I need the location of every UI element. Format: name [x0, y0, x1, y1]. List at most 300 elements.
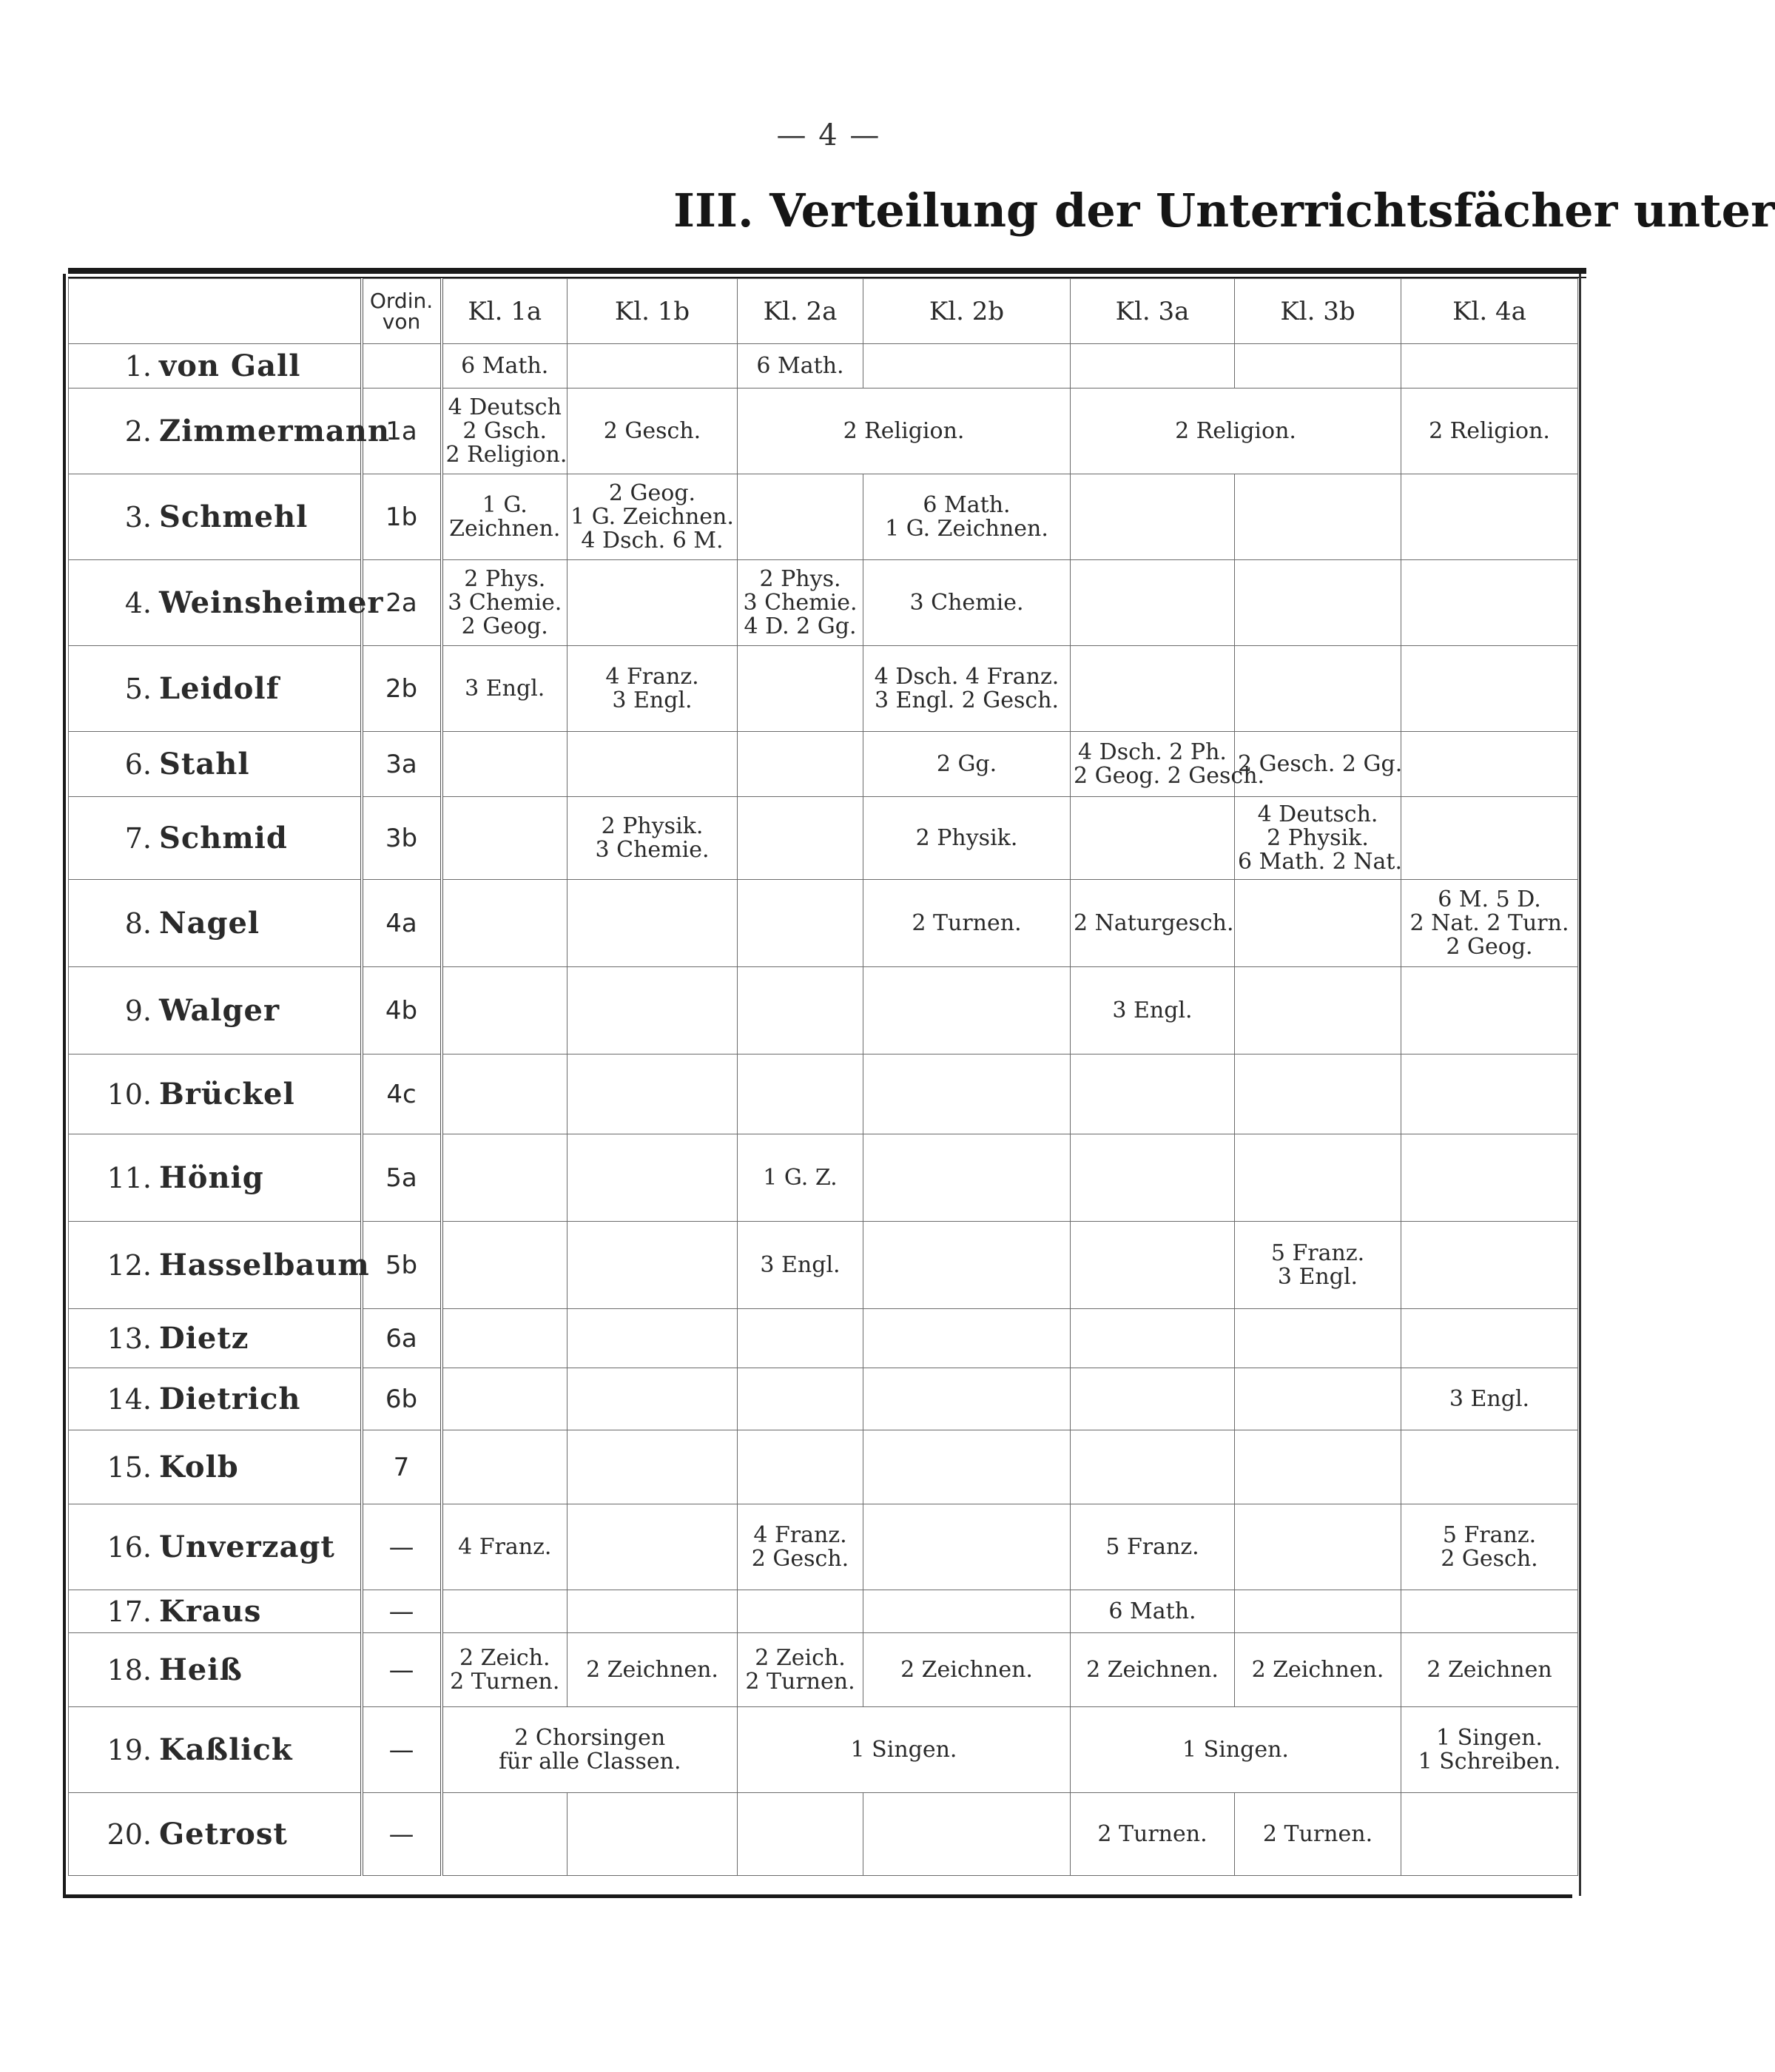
- ordinarius-cell: [362, 880, 442, 967]
- subject-cell: [1071, 1793, 1235, 1876]
- cell-text: 4 Dsch. 4 Franz.: [874, 663, 1060, 690]
- teacher-name-cell: [69, 1054, 362, 1134]
- table-row: [69, 1222, 1578, 1309]
- cell-text: 4 Deutsch: [448, 394, 562, 420]
- cell-text: 6 Math.: [756, 352, 844, 379]
- cell-text: 2 Zeichnen.: [586, 1656, 718, 1683]
- cell-text: Ordin.: [369, 288, 434, 313]
- cell-text: von: [382, 309, 421, 334]
- cell-text: 1 Singen.: [1436, 1724, 1543, 1751]
- subject-cell: [567, 1793, 738, 1876]
- subject-cell: [1071, 344, 1235, 388]
- subject-cell: [1401, 560, 1578, 646]
- teacher-name: Heiß: [159, 1652, 243, 1687]
- teacher-name-cell: [69, 1590, 362, 1633]
- subject-cell: [863, 1368, 1071, 1430]
- teacher-name-cell: [69, 646, 362, 732]
- teacher-name: Hasselbaum: [159, 1247, 370, 1282]
- subject-cell: [442, 344, 567, 388]
- table-row: [69, 1134, 1578, 1222]
- cell-text: Kl. 1b: [614, 296, 690, 326]
- table-row: [69, 797, 1578, 880]
- subject-cell: [1071, 880, 1235, 967]
- ordinarius-cell: [362, 1309, 442, 1368]
- teacher-name: Kaßlick: [159, 1732, 293, 1767]
- subject-cell: [442, 1430, 567, 1504]
- teacher-name: Stahl: [159, 746, 250, 781]
- subject-cell: [1071, 1222, 1235, 1309]
- table-row: [69, 1633, 1578, 1707]
- subject-cell: [863, 1054, 1071, 1134]
- cell-text: 4b: [385, 995, 418, 1026]
- ordinarius-cell: [362, 1430, 442, 1504]
- subject-cell: [863, 1793, 1071, 1876]
- subject-cell: [1401, 797, 1578, 880]
- subject-cell: [567, 1430, 738, 1504]
- table-row: [69, 880, 1578, 967]
- row-number: 15.: [107, 1450, 152, 1484]
- subject-cell: [1401, 1793, 1578, 1876]
- cell-text: 2 Gsch.: [462, 417, 548, 444]
- subject-cell: [567, 880, 738, 967]
- cell-text: 2 Zeichnen: [1427, 1656, 1552, 1683]
- cell-text: 6b: [385, 1384, 418, 1414]
- subject-cell: [863, 474, 1071, 560]
- header-class-1: [567, 279, 738, 344]
- subject-cell: [863, 1134, 1071, 1222]
- ordinarius-cell: [362, 474, 442, 560]
- subject-cell-span: [1071, 388, 1401, 474]
- cell-text: 1b: [385, 502, 418, 532]
- cell-text: 2 Phys.: [464, 565, 546, 592]
- subject-cell: [442, 646, 567, 732]
- cell-text: 2 Turnen.: [745, 1668, 855, 1695]
- subject-cell: [863, 967, 1071, 1054]
- subject-cell: [863, 1504, 1071, 1590]
- subject-cell: [738, 1368, 863, 1430]
- header-class-6: [1401, 279, 1578, 344]
- subject-cell: [442, 1222, 567, 1309]
- subject-cell: [567, 1309, 738, 1368]
- subject-cell: [567, 344, 738, 388]
- teacher-name-cell: [69, 1134, 362, 1222]
- header-class-5: [1235, 279, 1401, 344]
- subject-cell: [442, 880, 567, 967]
- subject-cell: [567, 1504, 738, 1590]
- subject-cell: [567, 967, 738, 1054]
- subject-cell: [1071, 732, 1265, 797]
- table-row: [69, 344, 1578, 388]
- subject-cell: [738, 1309, 863, 1368]
- subject-cell: [567, 1633, 738, 1707]
- cell-text: für alle Classen.: [498, 1748, 681, 1775]
- cell-text: 5b: [385, 1250, 418, 1280]
- subject-cell: [1235, 474, 1401, 560]
- subject-cell: [1401, 388, 1578, 474]
- subject-cell: [738, 1590, 863, 1633]
- cell-text: 6 Math.: [1108, 1598, 1196, 1624]
- left-rule: [63, 274, 66, 1896]
- header-class-4: [1071, 279, 1235, 344]
- teacher-name: Walger: [159, 992, 280, 1028]
- row-number: 3.: [124, 500, 152, 534]
- row-number: 14.: [107, 1382, 152, 1416]
- subject-cell: [442, 797, 567, 880]
- cell-text: Kl. 3b: [1280, 296, 1355, 326]
- subject-cell: [863, 797, 1071, 880]
- ordinarius-cell: [362, 1368, 442, 1430]
- cell-text: 5 Franz.: [1442, 1521, 1537, 1548]
- bottom-rule: [63, 1894, 1572, 1898]
- subject-cell: [863, 1309, 1071, 1368]
- teacher-name: Schmehl: [159, 499, 309, 534]
- cell-text: —: [388, 1596, 414, 1627]
- row-number: 16.: [107, 1530, 152, 1564]
- subject-cell: [738, 646, 863, 732]
- subject-cell: [1401, 344, 1578, 388]
- subject-cell: [1401, 967, 1578, 1054]
- subject-cell: [738, 880, 863, 967]
- subject-cell: [1071, 1368, 1235, 1430]
- header-class-0: [442, 279, 567, 344]
- cell-text: 1 Schreiben.: [1418, 1748, 1561, 1775]
- subject-cell: [567, 1222, 738, 1309]
- table-row: [69, 1368, 1578, 1430]
- cell-text: Kl. 1a: [468, 296, 542, 326]
- subject-cell: [567, 1368, 738, 1430]
- table-row: [69, 388, 1578, 474]
- subject-cell: [1071, 1504, 1235, 1590]
- table-row: [69, 732, 1578, 797]
- cell-text: Kl. 4a: [1452, 296, 1526, 326]
- subject-cell: [567, 560, 738, 646]
- subject-cell: [567, 474, 738, 560]
- cell-text: 5a: [385, 1163, 417, 1193]
- subject-cell: [1235, 1504, 1401, 1590]
- ordinarius-cell: [362, 1707, 442, 1793]
- cell-text: 2 Naturgesch.: [1074, 909, 1234, 936]
- cell-text: 2 Zeichnen.: [1086, 1656, 1219, 1683]
- subject-cell: [738, 560, 863, 646]
- teacher-name-cell: [69, 880, 362, 967]
- subject-cell: [1235, 1590, 1401, 1633]
- cell-text: 2 Geog. 2 Gesch.: [1074, 762, 1265, 789]
- subject-cell: [738, 967, 863, 1054]
- ordinarius-cell: [362, 1222, 442, 1309]
- subject-cell: [442, 1633, 567, 1707]
- cell-text: 2 Turnen.: [450, 1668, 560, 1695]
- subject-cell: [1071, 1134, 1235, 1222]
- cell-text: —: [388, 1735, 414, 1765]
- cell-text: 6a: [385, 1323, 417, 1353]
- row-number: 6.: [124, 747, 152, 781]
- row-number: 2.: [124, 414, 152, 448]
- row-number: 20.: [107, 1817, 152, 1851]
- teacher-name: Unverzagt: [159, 1529, 335, 1564]
- row-number: 5.: [124, 672, 152, 705]
- subject-cell: [1071, 967, 1235, 1054]
- cell-text: Kl. 2a: [763, 296, 838, 326]
- subject-cell: [442, 1590, 567, 1633]
- cell-text: 4 Franz.: [605, 663, 699, 690]
- cell-text: 3 Chemie.: [595, 836, 710, 863]
- cell-text: 4 D. 2 Gg.: [744, 613, 857, 639]
- table-row: [69, 1504, 1578, 1590]
- subject-cell: [1401, 1504, 1578, 1590]
- cell-text: 2 Zeich.: [755, 1644, 846, 1671]
- header-class-2: [738, 279, 863, 344]
- subject-cell: [1235, 1368, 1401, 1430]
- teacher-name-cell: [69, 1707, 362, 1793]
- teacher-name-cell: [69, 1633, 362, 1707]
- cell-text: 1a: [385, 416, 417, 446]
- table-row: [69, 1309, 1578, 1368]
- cell-text: 3 Engl. 2 Gesch.: [874, 687, 1060, 713]
- subject-cell: [1071, 1590, 1235, 1633]
- teacher-name: Nagel: [159, 905, 260, 941]
- ordinarius-cell: [362, 967, 442, 1054]
- cell-text: —: [388, 1532, 414, 1562]
- ordinarius-cell: [362, 1633, 442, 1707]
- teacher-name-cell: [69, 1793, 362, 1876]
- row-number: 10.: [107, 1077, 152, 1111]
- subject-cell: [442, 1134, 567, 1222]
- cell-text: 5 Franz.: [1270, 1240, 1365, 1266]
- table-row: [69, 1707, 1578, 1793]
- cell-text: Zeichnen.: [449, 515, 561, 542]
- ordinarius-cell: [362, 797, 442, 880]
- cell-text: Kl. 3a: [1115, 296, 1190, 326]
- subject-cell: [442, 1368, 567, 1430]
- subject-cell: [1235, 344, 1401, 388]
- subject-cell: [1235, 560, 1401, 646]
- teacher-name-cell: [69, 344, 362, 388]
- top-rule: [68, 268, 1586, 274]
- subject-cell: [1401, 1134, 1578, 1222]
- row-number: 18.: [107, 1653, 152, 1686]
- subject-cell: [1401, 1633, 1578, 1707]
- table-row: [69, 1054, 1578, 1134]
- cell-text: —: [388, 1655, 414, 1685]
- subject-cell: [738, 1222, 863, 1309]
- cell-text: 4 Deutsch.: [1257, 801, 1378, 827]
- ordinarius-cell: [362, 732, 442, 797]
- table-row: [69, 646, 1578, 732]
- subject-cell: [1071, 1633, 1235, 1707]
- subject-cell: [738, 1134, 863, 1222]
- subject-cell: [442, 388, 567, 474]
- subject-cell: [738, 1504, 863, 1590]
- teacher-name-cell: [69, 388, 390, 474]
- subject-cell: [863, 732, 1071, 797]
- subject-cell: [1235, 1793, 1401, 1876]
- header-blank: [69, 279, 362, 344]
- cell-text: 4 Dsch. 2 Ph.: [1078, 739, 1227, 765]
- cell-text: 4a: [385, 908, 417, 938]
- subject-cell: [1401, 732, 1578, 797]
- subject-cell: [442, 560, 567, 646]
- row-number: 11.: [107, 1161, 152, 1194]
- subject-cell-span: [1071, 1707, 1401, 1793]
- subject-cell: [1071, 1430, 1235, 1504]
- subject-cell: [738, 1793, 863, 1876]
- cell-text: 2 Physik.: [915, 824, 1018, 851]
- subject-cell: [1401, 1430, 1578, 1504]
- ordinarius-cell: [362, 344, 442, 388]
- subject-cell: [442, 1504, 567, 1590]
- cell-text: —: [388, 1819, 414, 1849]
- teacher-name-cell: [69, 474, 362, 560]
- teacher-name-cell: [69, 1504, 362, 1590]
- cell-text: 6 Math. 2 Nat.: [1238, 848, 1403, 875]
- cell-text: Kl. 2b: [929, 296, 1005, 326]
- cell-text: 2b: [385, 673, 418, 704]
- row-number: 7.: [124, 821, 152, 855]
- cell-text: 4 Franz.: [753, 1521, 847, 1548]
- subject-cell: [1071, 474, 1235, 560]
- table-row: [69, 1430, 1578, 1504]
- table-row: [69, 967, 1578, 1054]
- subject-cell: [1401, 1368, 1578, 1430]
- cell-text: 1 G. Zeichnen.: [570, 503, 734, 530]
- teacher-name: Kolb: [159, 1449, 239, 1484]
- cell-text: 2 Geog.: [608, 480, 696, 506]
- table-row: [69, 1793, 1578, 1876]
- subject-cell: [738, 344, 863, 388]
- cell-text: 1 G. Z.: [763, 1164, 838, 1191]
- teacher-name: Dietrich: [159, 1381, 301, 1416]
- subject-cell: [1401, 1222, 1578, 1309]
- subject-cell: [1235, 967, 1401, 1054]
- subject-cell: [1401, 880, 1578, 967]
- teacher-name: Zimmermann: [159, 413, 390, 448]
- cell-text: 2 Turnen.: [912, 909, 1022, 936]
- table-row: [69, 1590, 1578, 1633]
- subject-cell: [738, 474, 863, 560]
- subject-cell: [1071, 646, 1235, 732]
- subject-cell: [1071, 560, 1235, 646]
- subject-cell: [442, 1054, 567, 1134]
- subject-cell: [1401, 1590, 1578, 1633]
- subject-cell: [738, 732, 863, 797]
- cell-text: 2 Zeichnen.: [900, 1656, 1033, 1683]
- cell-text: 3b: [385, 823, 418, 853]
- cell-text: 2 Nat. 2 Turn.: [1409, 909, 1569, 936]
- cell-text: 2 Gg.: [936, 750, 997, 777]
- page-title: III. Verteilung der Unterrichtsfächer unter: [673, 184, 1775, 238]
- subject-cell: [1235, 1054, 1401, 1134]
- cell-text: 2 Gesch.: [603, 417, 701, 444]
- subject-cell: [442, 1793, 567, 1876]
- subject-cell: [738, 1430, 863, 1504]
- header-class-3: [863, 279, 1071, 344]
- cell-text: 1 Singen.: [850, 1736, 957, 1763]
- subject-cell: [1071, 1309, 1235, 1368]
- subject-cell: [442, 732, 567, 797]
- cell-text: 3 Chemie.: [743, 589, 858, 616]
- subject-cell: [1401, 1707, 1578, 1793]
- cell-text: 2 Turnen.: [1097, 1820, 1208, 1847]
- row-number: 17.: [107, 1595, 152, 1628]
- subject-cell: [863, 880, 1071, 967]
- subject-cell: [1071, 1054, 1235, 1134]
- subject-cell: [442, 967, 567, 1054]
- subject-cell: [738, 797, 863, 880]
- subject-cell: [1401, 646, 1578, 732]
- cell-text: 3 Engl.: [1112, 997, 1193, 1023]
- subject-cell: [567, 1054, 738, 1134]
- cell-text: 2 Physik.: [601, 813, 704, 839]
- ordinarius-cell: [362, 1134, 442, 1222]
- ordinarius-cell: [362, 1504, 442, 1590]
- teacher-name-cell: [69, 732, 362, 797]
- cell-text: 3 Engl.: [1277, 1263, 1358, 1290]
- row-number: 12.: [107, 1248, 152, 1282]
- cell-text: 4 Franz.: [458, 1533, 552, 1560]
- subject-cell: [1235, 1430, 1401, 1504]
- teacher-name: Dietz: [159, 1320, 249, 1356]
- subject-cell: [1401, 474, 1578, 560]
- cell-text: 2 Turnen.: [1262, 1820, 1373, 1847]
- header-ordinarius: [362, 279, 442, 344]
- cell-text: 2 Zeich.: [459, 1644, 550, 1671]
- teacher-name-cell: [69, 967, 362, 1054]
- cell-text: 1 G. Zeichnen.: [885, 515, 1048, 542]
- subject-cell: [1401, 1054, 1578, 1134]
- subject-cell: [1235, 1134, 1401, 1222]
- cell-text: 1 G.: [482, 491, 528, 518]
- cell-text: 4c: [386, 1079, 417, 1109]
- teacher-name: Leidolf: [159, 670, 280, 706]
- cell-text: 3a: [385, 749, 417, 779]
- cell-text: 3 Engl.: [612, 687, 693, 713]
- cell-text: 2 Zeichnen.: [1251, 1656, 1384, 1683]
- cell-text: 2a: [385, 588, 417, 618]
- cell-text: 2 Geog.: [1446, 933, 1533, 960]
- teacher-name: Getrost: [159, 1816, 288, 1851]
- cell-text: 2 Religion.: [1429, 417, 1550, 444]
- ordinarius-cell: [362, 1054, 442, 1134]
- subject-cell-span: [442, 1707, 738, 1793]
- teacher-name-cell: [69, 560, 384, 646]
- subject-cell: [442, 1309, 567, 1368]
- cell-text: 3 Engl.: [1449, 1385, 1530, 1412]
- header-row: [69, 279, 1578, 344]
- cell-text: 1 Singen.: [1182, 1736, 1289, 1763]
- subject-cell: [863, 1590, 1071, 1633]
- subject-cell: [1235, 1222, 1401, 1309]
- subject-cell: [1235, 1633, 1401, 1707]
- cell-text: 2 Religion.: [843, 417, 965, 444]
- cell-text: 6 Math.: [923, 491, 1011, 518]
- cell-text: 2 Gesch.: [1441, 1545, 1538, 1572]
- subject-cell: [1235, 1309, 1401, 1368]
- ordinarius-cell: [362, 646, 442, 732]
- row-number: 9.: [124, 994, 152, 1027]
- subject-cell: [567, 1590, 738, 1633]
- teacher-name-cell: [69, 797, 362, 880]
- teacher-name: Kraus: [159, 1593, 262, 1629]
- cell-text: 2 Religion.: [1175, 417, 1296, 444]
- cell-text: 2 Religion.: [445, 441, 567, 468]
- cell-text: 6 M. 5 D.: [1438, 886, 1541, 912]
- subject-cell: [1235, 797, 1401, 880]
- teacher-name-cell: [69, 1222, 370, 1309]
- cell-text: 3 Engl.: [465, 675, 545, 702]
- subject-cell: [738, 1054, 863, 1134]
- row-number: 1.: [124, 349, 152, 383]
- cell-text: 2 Gesch.: [751, 1545, 849, 1572]
